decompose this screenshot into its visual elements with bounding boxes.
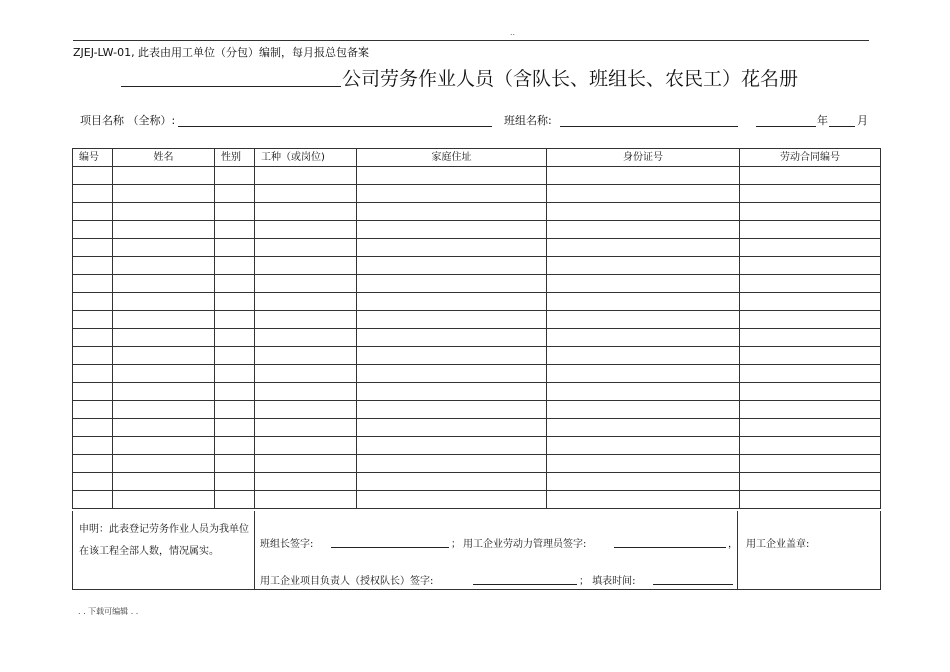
table-row	[73, 167, 881, 185]
team-leader-sign-blank	[331, 547, 449, 548]
table-cell	[73, 437, 113, 455]
header-rule	[73, 40, 869, 41]
project-head-sign-label: 用工企业项目负责人（授权队长）签字:	[260, 576, 434, 587]
table-cell	[215, 455, 255, 473]
table-cell	[740, 293, 881, 311]
table-cell	[740, 491, 881, 509]
table-cell	[357, 167, 547, 185]
table-cell	[215, 401, 255, 419]
table-cell	[255, 473, 357, 491]
table-cell	[73, 329, 113, 347]
table-cell	[255, 185, 357, 203]
table-cell	[215, 383, 255, 401]
table-cell	[357, 257, 547, 275]
col-header-name: 姓名	[113, 149, 215, 167]
table-cell	[255, 239, 357, 257]
table-cell	[357, 203, 547, 221]
table-cell	[357, 419, 547, 437]
table-cell	[357, 221, 547, 239]
signature-section	[72, 511, 881, 590]
table-cell	[255, 383, 357, 401]
table-cell	[113, 329, 215, 347]
table-cell	[215, 419, 255, 437]
table-cell	[547, 365, 740, 383]
table-cell	[113, 239, 215, 257]
table-cell	[113, 419, 215, 437]
table-cell	[547, 275, 740, 293]
table-cell	[113, 275, 215, 293]
table-row	[73, 437, 881, 455]
table-cell	[73, 347, 113, 365]
footer-divider-left	[254, 511, 255, 589]
roster-table	[72, 148, 881, 509]
roster-body	[73, 167, 881, 509]
table-cell	[740, 311, 881, 329]
table-cell	[547, 329, 740, 347]
table-cell	[215, 437, 255, 455]
bottom-note: . . 下载可编辑 . .	[78, 607, 139, 616]
table-cell	[255, 365, 357, 383]
footer-divider-right	[737, 511, 738, 589]
table-cell	[215, 167, 255, 185]
table-row	[73, 473, 881, 491]
table-cell	[113, 293, 215, 311]
year-label: 年	[817, 114, 828, 127]
table-cell	[73, 491, 113, 509]
table-cell	[215, 347, 255, 365]
table-cell	[215, 239, 255, 257]
table-cell	[547, 455, 740, 473]
table-cell	[113, 203, 215, 221]
table-cell	[740, 203, 881, 221]
table-cell	[113, 383, 215, 401]
table-cell	[113, 311, 215, 329]
table-cell	[255, 311, 357, 329]
table-cell	[740, 365, 881, 383]
table-row	[73, 329, 881, 347]
labor-manager-sign-label: 用工企业劳动力管理员签字:	[463, 539, 587, 550]
table-cell	[113, 401, 215, 419]
table-row	[73, 221, 881, 239]
separator-1: ；	[451, 539, 461, 550]
table-cell	[73, 383, 113, 401]
table-cell	[357, 293, 547, 311]
table-cell	[740, 167, 881, 185]
table-row	[73, 419, 881, 437]
fill-time-blank	[653, 584, 733, 585]
table-cell	[255, 491, 357, 509]
team-name-blank	[560, 126, 738, 127]
table-row	[73, 365, 881, 383]
table-cell	[73, 185, 113, 203]
team-name-label: 班组名称:	[504, 114, 552, 127]
table-cell	[255, 293, 357, 311]
table-cell	[740, 275, 881, 293]
table-cell	[73, 167, 113, 185]
table-cell	[73, 257, 113, 275]
table-row	[73, 185, 881, 203]
table-cell	[740, 221, 881, 239]
project-name-blank	[178, 126, 492, 127]
table-cell	[357, 275, 547, 293]
table-cell	[547, 401, 740, 419]
table-cell	[740, 347, 881, 365]
table-cell	[357, 239, 547, 257]
table-cell	[740, 473, 881, 491]
table-row	[73, 347, 881, 365]
table-cell	[255, 401, 357, 419]
col-header-gender: 性别	[215, 149, 255, 167]
table-cell	[357, 491, 547, 509]
table-cell	[215, 185, 255, 203]
table-cell	[113, 185, 215, 203]
table-cell	[255, 329, 357, 347]
table-cell	[547, 311, 740, 329]
table-cell	[113, 221, 215, 239]
month-blank	[829, 126, 855, 127]
table-cell	[255, 419, 357, 437]
year-blank	[756, 126, 816, 127]
table-cell	[215, 221, 255, 239]
table-row	[73, 491, 881, 509]
table-cell	[215, 203, 255, 221]
table-cell	[357, 383, 547, 401]
table-cell	[740, 257, 881, 275]
table-cell	[357, 455, 547, 473]
table-cell	[255, 455, 357, 473]
table-cell	[255, 437, 357, 455]
col-header-trade: 工种（或岗位)	[255, 149, 357, 167]
table-cell	[547, 293, 740, 311]
table-cell	[255, 257, 357, 275]
table-cell	[215, 329, 255, 347]
table-cell	[113, 257, 215, 275]
col-header-contract-number: 劳动合同编号	[740, 149, 881, 167]
table-row	[73, 275, 881, 293]
table-cell	[113, 347, 215, 365]
project-name-label: 项目名称 （全称）:	[80, 114, 176, 127]
project-head-sign-blank	[473, 584, 577, 585]
table-cell	[73, 401, 113, 419]
table-cell	[73, 473, 113, 491]
table-cell	[73, 239, 113, 257]
table-cell	[255, 275, 357, 293]
col-header-number: 编号	[73, 149, 113, 167]
table-header-row	[73, 149, 881, 167]
table-cell	[357, 329, 547, 347]
table-cell	[215, 293, 255, 311]
fill-time-label: ； 填表时间:	[579, 576, 636, 587]
table-cell	[357, 365, 547, 383]
table-cell	[547, 419, 740, 437]
table-cell	[255, 221, 357, 239]
table-cell	[73, 419, 113, 437]
table-cell	[357, 185, 547, 203]
col-header-address: 家庭住址	[357, 149, 547, 167]
table-cell	[740, 239, 881, 257]
table-cell	[740, 185, 881, 203]
col-header-id-number: 身份证号	[547, 149, 740, 167]
table-cell	[547, 185, 740, 203]
declaration-text: 申明：此表登记劳务作业人员为我单位在该工程全部人数，情况属实。	[79, 524, 249, 557]
table-row	[73, 311, 881, 329]
table-cell	[547, 221, 740, 239]
table-cell	[73, 311, 113, 329]
company-seal-label: 用工企业盖章:	[746, 539, 810, 550]
table-cell	[547, 347, 740, 365]
table-row	[73, 257, 881, 275]
table-cell	[740, 401, 881, 419]
table-cell	[547, 491, 740, 509]
table-cell	[357, 401, 547, 419]
table-cell	[113, 365, 215, 383]
table-row	[73, 401, 881, 419]
table-cell	[255, 203, 357, 221]
table-cell	[113, 437, 215, 455]
table-cell	[357, 437, 547, 455]
table-cell	[255, 347, 357, 365]
table-cell	[357, 473, 547, 491]
table-cell	[357, 311, 547, 329]
table-cell	[73, 365, 113, 383]
table-cell	[740, 455, 881, 473]
table-cell	[113, 473, 215, 491]
table-cell	[547, 437, 740, 455]
month-label: 月	[857, 114, 868, 127]
table-row	[73, 239, 881, 257]
table-cell	[215, 473, 255, 491]
table-cell	[215, 365, 255, 383]
table-cell	[113, 491, 215, 509]
top-dots: ..	[510, 28, 516, 37]
table-cell	[547, 257, 740, 275]
table-cell	[547, 203, 740, 221]
table-cell	[740, 419, 881, 437]
page-title: 公司劳务作业人员（含队长、班组长、农民工）花名册	[342, 68, 799, 90]
table-cell	[73, 293, 113, 311]
table-cell	[73, 275, 113, 293]
table-cell	[255, 167, 357, 185]
table-cell	[740, 383, 881, 401]
table-cell	[113, 455, 215, 473]
table-cell	[215, 257, 255, 275]
team-leader-sign-label: 班组长签字:	[260, 539, 314, 550]
table-row	[73, 293, 881, 311]
table-cell	[740, 329, 881, 347]
table-row	[73, 203, 881, 221]
table-cell	[73, 203, 113, 221]
table-cell	[547, 383, 740, 401]
table-cell	[215, 491, 255, 509]
table-cell	[73, 455, 113, 473]
table-cell	[113, 167, 215, 185]
table-cell	[547, 167, 740, 185]
table-cell	[740, 437, 881, 455]
table-cell	[547, 239, 740, 257]
separator-2: ，	[728, 539, 738, 550]
table-cell	[215, 311, 255, 329]
table-cell	[73, 221, 113, 239]
table-cell	[357, 347, 547, 365]
table-row	[73, 383, 881, 401]
table-cell	[215, 275, 255, 293]
company-name-blank	[121, 86, 341, 87]
labor-manager-sign-blank	[614, 547, 726, 548]
document-code: ZJEJ-LW-01, 此表由用工单位（分包）编制，每月报总包备案	[73, 46, 370, 59]
table-row	[73, 455, 881, 473]
table-cell	[547, 473, 740, 491]
